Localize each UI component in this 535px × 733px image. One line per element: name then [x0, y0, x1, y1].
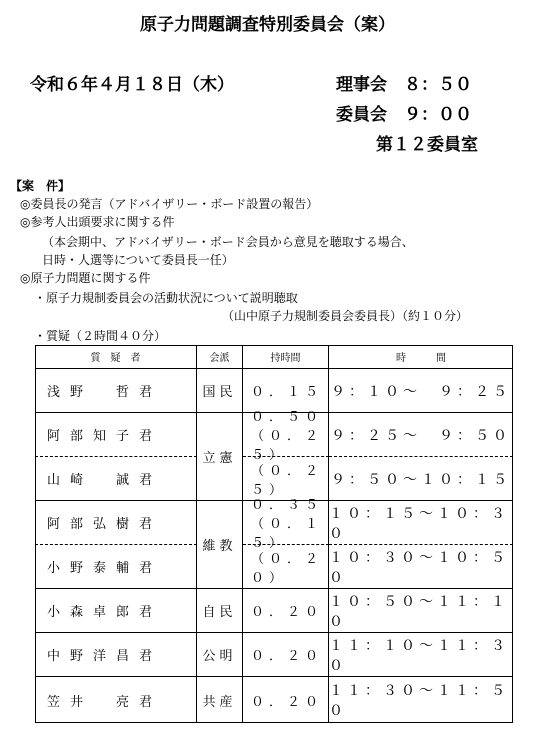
meeting-date: 令和６年４月１８日（木） [30, 75, 234, 95]
allotted-time-value: ０．２０ [251, 694, 324, 710]
faction-label: 維教 [197, 501, 243, 589]
time-slot: ９：１０～ ９：２５ [329, 369, 513, 413]
questioning-table [35, 345, 513, 723]
allotted-time [243, 677, 329, 723]
time-slot: １０：３０～１０：５０ [329, 545, 513, 589]
questioner-name: 小野泰輔君 [35, 545, 197, 589]
allotted-time-value: （０．２０） [251, 551, 324, 586]
allotted-time [243, 410, 329, 463]
allotted-time [243, 545, 329, 589]
questioner-name: 阿部弘樹君 [35, 501, 197, 545]
header-questioner: 質 疑 者 [35, 345, 197, 369]
agenda-item: ◎委員長の発言（アドバイザリー・ボード設置の報告） [20, 197, 319, 211]
allotted-time-subvalue: （０．１５） [251, 517, 324, 551]
agenda-note: 日時・人選等について委員長一任） [42, 253, 234, 267]
time-slot: ９：２５～ ９：５０ [329, 413, 513, 457]
questioner-name: 阿部知子君 [35, 413, 197, 457]
agenda-subitem: ・質疑（２時間４０分） [34, 329, 167, 343]
agenda-heading: 【案 件】 [10, 179, 71, 193]
meeting-room: 第１２委員室 [376, 135, 478, 155]
document-title: 原子力問題調査特別委員会（案） [140, 15, 395, 35]
allotted-time-value: ０．１５ [251, 385, 324, 400]
time-slot: ９：５０～１０：１５ [329, 457, 513, 501]
questioner-name: 笠井 亮君 [35, 677, 197, 723]
allotted-time-value: （０．２５） [251, 463, 324, 498]
agenda-note: （本会期中、アドバイザリー・ボード会員から意見を聴取する場合、 [42, 235, 414, 249]
questioner-name: 山崎 誠君 [35, 457, 197, 501]
allotted-time-value: ０．５０ [251, 410, 324, 425]
allotted-time-value: ０．２０ [251, 649, 324, 664]
allotted-time-subvalue: （０．２５） [251, 429, 324, 463]
agenda-subitem: ・原子力規制委員会の活動状況について説明聴取 [34, 291, 298, 305]
header-time-slot: 時 間 [329, 345, 513, 369]
time-slot: １０：１５～１０：３０ [329, 501, 513, 545]
header-allotted-time: 持時間 [243, 345, 329, 369]
directors-meeting-time: 理事会 ８：５０ [336, 75, 472, 95]
time-slot: １１：１０～１１：３０ [329, 633, 513, 677]
questioner-name: 小森卓郎君 [35, 589, 197, 633]
allotted-time-value: ０．２０ [251, 605, 324, 620]
allotted-time-value: ０．３５ [251, 498, 324, 513]
agenda-item: ◎参考人出頭要求に関する件 [20, 215, 175, 229]
allotted-time [243, 633, 329, 677]
faction-label: 国民 [197, 369, 243, 413]
time-slot: １１：３０～１１：５０ [329, 683, 509, 719]
agenda-note: （山中原子力規制委員会委員長）（約１０分） [222, 309, 469, 323]
time-slot: １０：５０～１１：１０ [329, 589, 513, 633]
faction-label: 自民 [197, 589, 243, 633]
allotted-time [243, 498, 329, 551]
committee-meeting-time: 委員会 ９：００ [336, 105, 472, 125]
agenda-item: ◎原子力問題に関する件 [20, 271, 151, 285]
questioner-name: 浅野 哲君 [35, 369, 197, 413]
faction-label: 公明 [197, 633, 243, 677]
questioner-name: 中野洋昌君 [35, 633, 197, 677]
header-faction: 会派 [197, 345, 243, 369]
allotted-time [243, 589, 329, 633]
faction-label: 立憲 [197, 413, 243, 501]
faction-label: 共産 [197, 677, 243, 723]
